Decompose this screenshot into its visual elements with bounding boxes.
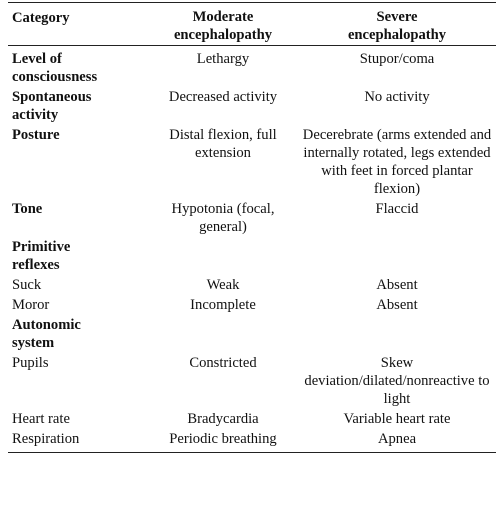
category-text: Level of consciousness [12, 51, 98, 85]
cell-severe [298, 237, 496, 275]
table-row [8, 295, 496, 315]
encephalopathy-table-container [8, 2, 496, 453]
severe-text: Skew deviation/dilated/nonreactive to light [304, 355, 490, 407]
cell-severe [298, 429, 496, 453]
header-category: Category [12, 10, 70, 26]
table-row [8, 237, 496, 275]
table-row [8, 353, 496, 409]
category-text: Autonomic system [12, 317, 81, 351]
cell-moderate [148, 125, 298, 199]
severe-text: Apnea [377, 431, 417, 447]
cell-severe [298, 409, 496, 429]
cell-category [8, 46, 148, 88]
cell-severe [298, 87, 496, 125]
cell-category [8, 429, 148, 453]
moderate-text: Decreased activity [168, 89, 278, 105]
moderate-text: Constricted [189, 355, 257, 371]
table-row [8, 315, 496, 353]
severe-text: Absent [376, 297, 418, 313]
table-row [8, 199, 496, 237]
table-row [8, 409, 496, 429]
moderate-text: Hypotonia (focal, general) [171, 201, 275, 235]
moderate-text: Weak [206, 277, 240, 293]
severe-text: No activity [364, 89, 430, 105]
cell-category [8, 237, 148, 275]
category-text: Respiration [12, 431, 80, 447]
cell-moderate [148, 46, 298, 88]
category-text: Posture [12, 127, 60, 143]
cell-severe [298, 125, 496, 199]
category-text: Pupils [12, 355, 49, 371]
severe-text: Decerebrate (arms extended and internally rotated, legs extended with feet in forced plantar flexion) [302, 127, 492, 197]
cell-category [8, 275, 148, 295]
header-moderate-text: Moderate encephalopathy [173, 9, 273, 43]
table-header [8, 3, 496, 46]
cell-category [8, 87, 148, 125]
category-text: Heart rate [12, 411, 70, 427]
severe-text: Variable heart rate [343, 411, 451, 427]
cell-moderate [148, 429, 298, 453]
header-moderate [148, 3, 298, 46]
cell-severe [298, 353, 496, 409]
table-row [8, 429, 496, 453]
cell-category [8, 199, 148, 237]
header-severe [298, 3, 496, 46]
moderate-text: Distal flexion, full extension [169, 127, 277, 161]
table-row [8, 87, 496, 125]
table-body [8, 46, 496, 453]
cell-moderate [148, 315, 298, 353]
moderate-text: Incomplete [190, 297, 256, 313]
category-text: Tone [12, 201, 43, 217]
cell-severe [298, 199, 496, 237]
cell-moderate [148, 353, 298, 409]
cell-category [8, 353, 148, 409]
moderate-text: Periodic breathing [169, 431, 277, 447]
encephalopathy-table [8, 2, 496, 453]
cell-moderate [148, 409, 298, 429]
table-row [8, 275, 496, 295]
cell-moderate [148, 199, 298, 237]
cell-severe [298, 275, 496, 295]
cell-category [8, 125, 148, 199]
category-text: Spontaneous activity [12, 89, 92, 123]
cell-moderate [148, 295, 298, 315]
cell-category [8, 315, 148, 353]
category-text: Primitive reflexes [12, 239, 71, 273]
severe-text: Flaccid [375, 201, 419, 217]
cell-moderate [148, 275, 298, 295]
table-row [8, 125, 496, 199]
cell-moderate [148, 87, 298, 125]
cell-severe [298, 46, 496, 88]
category-text: Moror [12, 297, 50, 313]
cell-severe [298, 295, 496, 315]
category-text: Suck [12, 277, 42, 293]
cell-category [8, 409, 148, 429]
moderate-text: Lethargy [196, 51, 250, 67]
severe-text: Stupor/coma [359, 51, 435, 67]
header-row [8, 3, 496, 46]
cell-moderate [148, 237, 298, 275]
severe-text: Absent [376, 277, 418, 293]
cell-category [8, 295, 148, 315]
moderate-text: Bradycardia [187, 411, 259, 427]
cell-severe [298, 315, 496, 353]
table-row [8, 46, 496, 88]
header-severe-text: Severe encephalopathy [347, 9, 447, 43]
